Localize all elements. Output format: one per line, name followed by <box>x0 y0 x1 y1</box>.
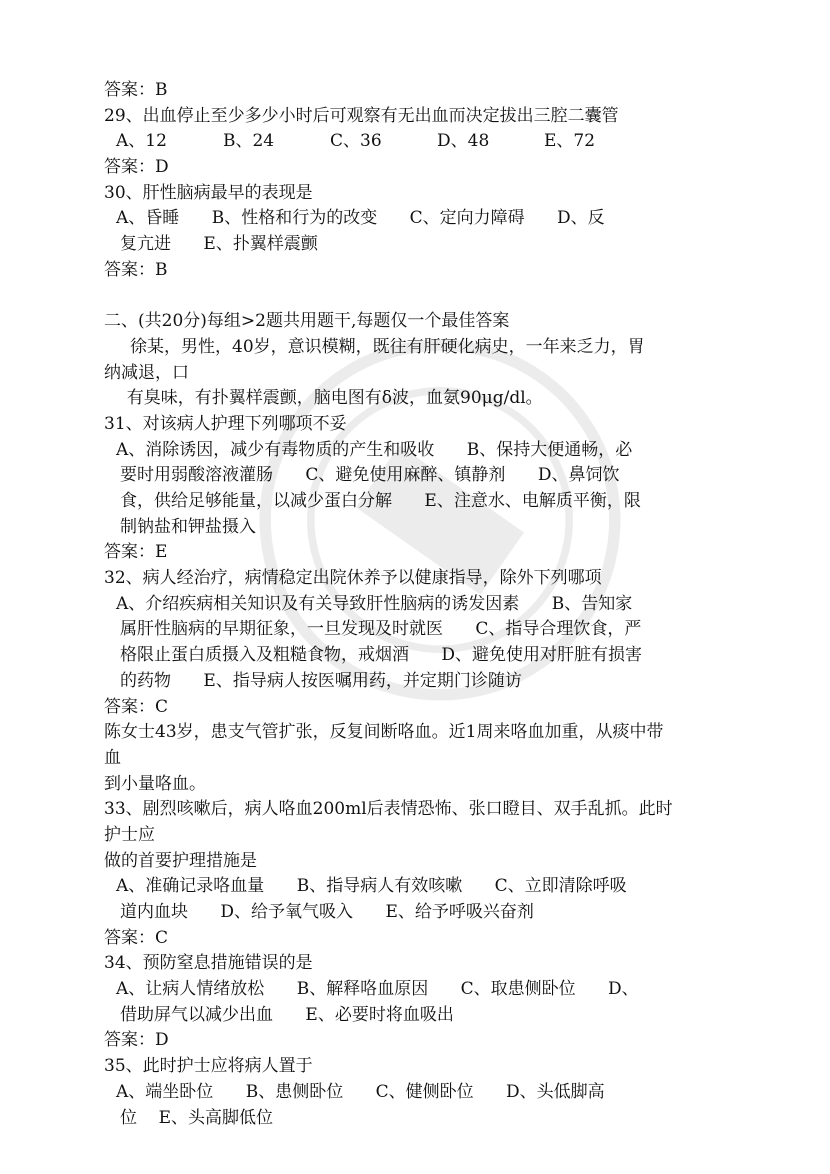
question-31-options-line-2: 要时用弱酸溶液灌肠 C、避免使用麻醉、镇静剂 D、鼻饲饮 <box>120 465 620 486</box>
answer-32: 答案：C <box>104 696 169 717</box>
case-2-line-2: 血 <box>104 747 121 768</box>
question-32: 32、病人经治疗，病情稳定出院休养予以健康指导，除外下列哪项 <box>104 568 602 589</box>
question-32-options-line-4: 的药物 E、指导病人按医嘱用药，并定期门诊随访 <box>120 670 522 691</box>
question-32-options-line-3: 格限止蛋白质摄入及粗糙食物，戒烟酒 D、避免使用对肝脏有损害 <box>120 645 643 666</box>
answer-29: 答案：D <box>104 157 169 178</box>
answer-33: 答案：C <box>104 927 169 948</box>
answer-28: 答案：B <box>104 80 168 100</box>
question-30: 30、肝性脑病最早的表现是 <box>104 182 313 203</box>
case-2-line-1: 陈女士43岁，患支气管扩张，反复间断咯血。近1周来咯血加重，从痰中带 <box>104 722 664 743</box>
question-31-options-line-1: A、消除诱因，减少有毒物质的产生和吸收 B、保持大便通畅，必 <box>116 439 633 460</box>
answer-30: 答案：B <box>104 259 168 280</box>
question-34-options-line-2: 借助屏气以减少出血 E、必要时将血吸出 <box>120 1004 454 1025</box>
option-d: D、48 <box>437 131 490 152</box>
question-31-options-line-3: 食，供给足够能量，以减少蛋白分解 E、注意水、电解质平衡，限 <box>120 491 641 511</box>
case-1-line-2: 纳减退，口 <box>104 362 189 383</box>
question-30-options-line-1: A、昏睡 B、性格和行为的改变 C、定向力障碍 D、反 <box>116 208 605 229</box>
question-33-line-2: 护士应 <box>104 824 155 845</box>
question-35: 35、此时护士应将病人置于 <box>104 1056 313 1077</box>
question-31-options-line-4: 制钠盐和钾盐摄入 <box>120 516 256 537</box>
question-29: 29、出血停止至少多少小时后可观察有无出血而决定拔出三腔二囊管 <box>104 105 619 126</box>
question-30-options-line-2: 复亢进 E、扑翼样震颤 <box>120 234 318 255</box>
answer-34: 答案：D <box>104 1030 169 1051</box>
section-heading: 二、(共20分)每组>2题共用题干,每题仅一个最佳答案 <box>104 311 510 332</box>
question-35-options-line-2: 位 E、头高脚低位 <box>120 1107 274 1128</box>
question-34: 34、预防窒息措施错误的是 <box>104 953 313 974</box>
question-31: 31、对该病人护理下列哪项不妥 <box>104 413 347 434</box>
question-29-options <box>104 129 736 155</box>
answer-31: 答案：E <box>104 542 168 563</box>
question-33-line-1: 33、剧烈咳嗽后，病人咯血200ml后表情恐怖、张口瞪目、双手乱抓。此时 <box>104 799 673 820</box>
option-a: A、12 <box>116 131 167 152</box>
question-35-options-line-1: A、端坐卧位 B、患侧卧位 C、健侧卧位 D、头低脚高 <box>116 1081 605 1102</box>
case-2-line-3: 到小量咯血。 <box>104 773 206 794</box>
case-1-line-3: 有臭味，有扑翼样震颤，脑电图有δ波，血氨90μg/dl。 <box>116 388 543 409</box>
question-33-line-3: 做的首要护理措施是 <box>104 850 257 871</box>
spacer <box>104 284 736 310</box>
question-33-options-line-2: 道内血块 D、给予氧气吸入 E、给予呼吸兴奋剂 <box>120 902 534 922</box>
case-1-line-1: 徐某，男性，40岁，意识模糊，既往有肝硬化病史，一年来乏力，胃 <box>130 336 645 357</box>
question-34-options-line-1: A、让病人情绪放松 B、解释咯血原因 C、取患侧卧位 D、 <box>116 979 639 1000</box>
question-32-options-line-2: 属肝性脑病的早期征象，一旦发现及时就医 C、指导合理饮食，严 <box>120 619 642 640</box>
option-b: B、24 <box>223 131 275 152</box>
question-32-options-line-1: A、介绍疾病相关知识及有关导致肝性脑病的诱发因素 B、告知家 <box>116 593 633 614</box>
option-c: C、36 <box>330 131 382 152</box>
question-33-options-line-1: A、准确记录咯血量 B、指导病人有效咳嗽 C、立即清除呼吸 <box>116 876 627 897</box>
question-list <box>104 78 736 1131</box>
option-e: E、72 <box>544 131 596 152</box>
